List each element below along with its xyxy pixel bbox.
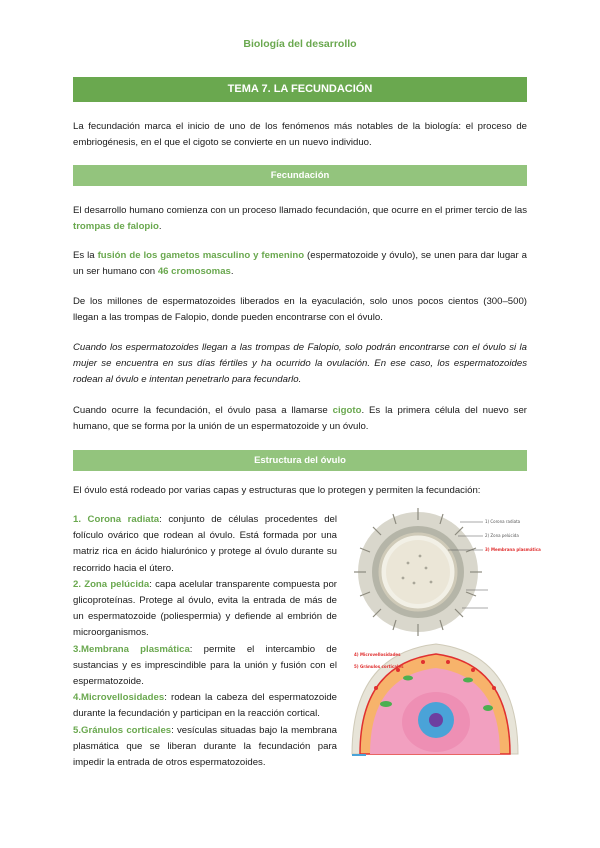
list-item: 1. Corona radiata: conjunto de células procedentes del folículo ovárico que rodean al óvulo. Está formada por una matriz rica en ácido hialurónico y protege al óvulo durante su recorrido hacia el útero. [73,514,337,574]
paragraph-fecundacion-3: De los millones de espermatozoides liberados en la eyaculación, solo unos pocos cientos (300–500) llegan a las trompas de Falopio, donde pueden encontrarse con el óvulo. [73,296,527,323]
fig-label-microvellosidades: 4) Microvellosidades [354,652,401,657]
highlight-fusion: fusión de los gametos masculino y femenino [97,250,305,261]
paragraph-estructura-intro: El óvulo está rodeado por varias capas y estructuras que lo protegen y permiten la fecundación: [73,485,481,496]
list-item: 4.Microvellosidades: rodean la cabeza del espermatozoide durante la fecundación y participan en la reacción cortical. [73,692,337,720]
section-heading-estructura: Estructura del óvulo [73,450,527,471]
ovum-figure [348,508,541,764]
intro-paragraph: La fecundación marca el inicio de uno de los fenómenos más notables de la biología: el proceso de embriogénesis, en el que el cigoto se convierte en un nuevo individuo. [73,121,527,148]
list-item: 2. Zona pelúcida: capa acelular transparente compuesta por glicoproteínas. Protege al óvulo, evita la entrada de más de un espermatozoide (poliespermia) y defiende al embrión de microorganismos. [73,578,338,639]
fig-label-granulos: 5) Gránulos corticales [354,664,404,669]
chapter-title: TEMA 7. LA FECUNDACIÓN [73,77,527,102]
fig-label-corona: 1) Corona radiata [485,519,521,524]
running-header: Biología del desarrollo [243,38,357,50]
paragraph-fecundacion-4: Cuando los espermatozoides llegan a las trompas de Falopio, solo podrán encontrarse con el óvulo si la mujer se encuentra en sus días fértiles y ha ocurrido la ovulación. En ese caso, los espermatozoides rodean al óvulo e intentan penetrarlo para fecundarlo. [73,342,527,385]
list-item: 3.Membrana plasmática: permite el intercambio de sustancias y es imprescindible para la unión y fusión con el espermatozoide. [73,643,337,688]
fig-label-zona: 2) Zona pelúcida [485,533,519,538]
paragraph-fecundacion-5: Cuando ocurre la fecundación, el óvulo pasa a llamarse cigoto. Es la primera célula del nuevo ser humano, que se forma por la unión de un espermatozoide y un óvulo. [73,405,527,432]
highlight-cigoto: cigoto [332,405,362,416]
fig-label-membrana: 3) Membrana plasmática [485,547,541,552]
highlight-cromosomas: 46 cromosomas [157,266,231,277]
ovum-top-image [354,508,541,636]
ovum-bottom-image [352,644,518,756]
section-heading-fecundacion: Fecundación [73,165,527,186]
paragraph-fecundacion-2: Es la fusión de los gametos masculino y femenino (espermatozoide y óvulo), se unen para dar lugar a un ser humano con 46 cromosomas. [73,250,527,277]
highlight-trompas: trompas de falopio [73,221,159,232]
structure-list [73,512,337,771]
list-item: 5.Gránulos corticales: vesículas situadas bajo la membrana plasmática que se liberan durante la fecundación para impedir la entrada de otros espermatozoides. [73,724,338,769]
paragraph-fecundacion-1: El desarrollo humano comienza con un proceso llamado fecundación, que ocurre en el primer tercio de las trompas de falopio. [73,205,527,232]
ovum-illustration [348,508,541,764]
